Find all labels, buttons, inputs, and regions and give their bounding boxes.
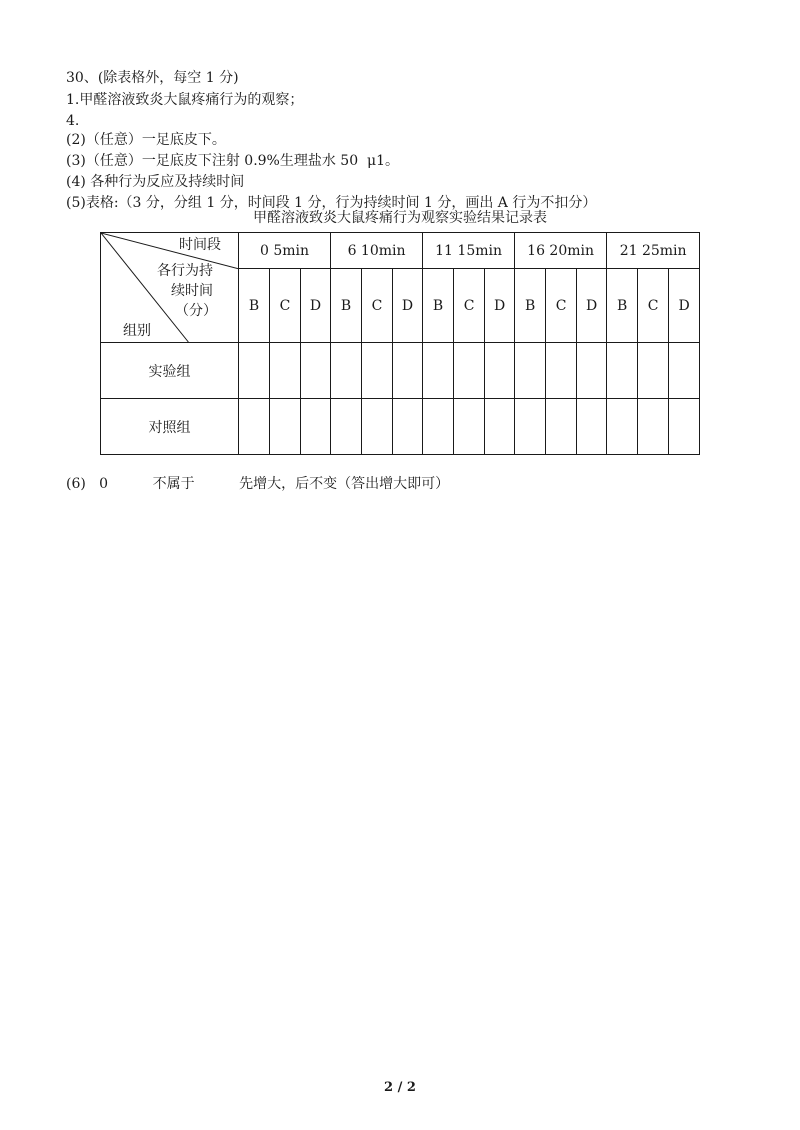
data-cell [577,399,607,455]
data-cell [270,343,301,399]
behavior-header: B [515,269,546,343]
question-heading: 30、(除表格外，每空 1 分) [66,70,239,86]
data-cell [239,343,270,399]
behavior-header: C [454,269,485,343]
answer-item-6: (6) 0 不属于 先增大，后不变（答出增大即可） [66,476,450,492]
period-header: 0 5min [239,233,331,269]
data-cell [454,343,485,399]
table-row-experimental [101,343,700,399]
data-cell [515,399,546,455]
group-label: 对照组 [101,399,239,455]
table-caption: 甲醛溶液致炎大鼠疼痛行为观察实验结果记录表 [253,210,547,226]
data-cell [607,343,638,399]
table-corner-header [101,233,239,343]
table-row-control [101,399,700,455]
record-table [100,232,700,455]
answer-title: 1.甲醛溶液致炎大鼠疼痛行为的观察； [66,92,304,108]
data-cell [515,343,546,399]
answer-item-4b: (4) 各种行为反应及持续时间 [66,174,245,190]
behavior-header: D [577,269,607,343]
data-cell [485,399,515,455]
data-cell [362,399,393,455]
corner-label-behavior-3: （分） [175,303,217,319]
page-number: 2 / 2 [384,1080,416,1095]
data-cell [577,343,607,399]
data-cell [239,399,270,455]
data-cell [301,343,331,399]
answer-item-5: (5)表格:（3 分，分组 1 分，时间段 1 分，行为持续时间 1 分，画出 A 行为不扣分） [66,195,597,211]
behavior-header: C [362,269,393,343]
period-header: 21 25min [607,233,700,269]
behavior-header: D [393,269,423,343]
data-cell [331,343,362,399]
corner-label-group: 组别 [123,323,151,339]
behavior-header: B [607,269,638,343]
data-cell [546,399,577,455]
period-header: 16 20min [515,233,607,269]
behavior-header: B [331,269,362,343]
data-cell [669,399,700,455]
data-cell [362,343,393,399]
data-cell [638,343,669,399]
behavior-header: B [239,269,270,343]
data-cell [485,343,515,399]
data-cell [331,399,362,455]
data-cell [669,343,700,399]
data-cell [454,399,485,455]
group-label: 实验组 [101,343,239,399]
data-cell [546,343,577,399]
data-cell [638,399,669,455]
corner-label-period: 时间段 [179,237,221,253]
behavior-header: B [423,269,454,343]
data-cell [423,399,454,455]
behavior-header: D [485,269,515,343]
answer-item-3: (3)（任意）一足底皮下注射 0.9%生理盐水 50 μ1。 [66,153,400,169]
answer-item-2: (2)（任意）一足底皮下。 [66,132,226,148]
data-cell [393,343,423,399]
behavior-header: D [301,269,331,343]
data-cell [301,399,331,455]
data-cell [423,343,454,399]
period-header: 6 10min [331,233,423,269]
behavior-header: C [638,269,669,343]
behavior-header: D [669,269,700,343]
data-cell [607,399,638,455]
corner-label-behavior-2: 续时间 [171,283,213,299]
period-header: 11 15min [423,233,515,269]
data-cell [393,399,423,455]
corner-label-behavior-1: 各行为持 [157,263,213,279]
answer-item-4: 4. [66,113,80,129]
data-cell [270,399,301,455]
behavior-header: C [270,269,301,343]
behavior-header: C [546,269,577,343]
